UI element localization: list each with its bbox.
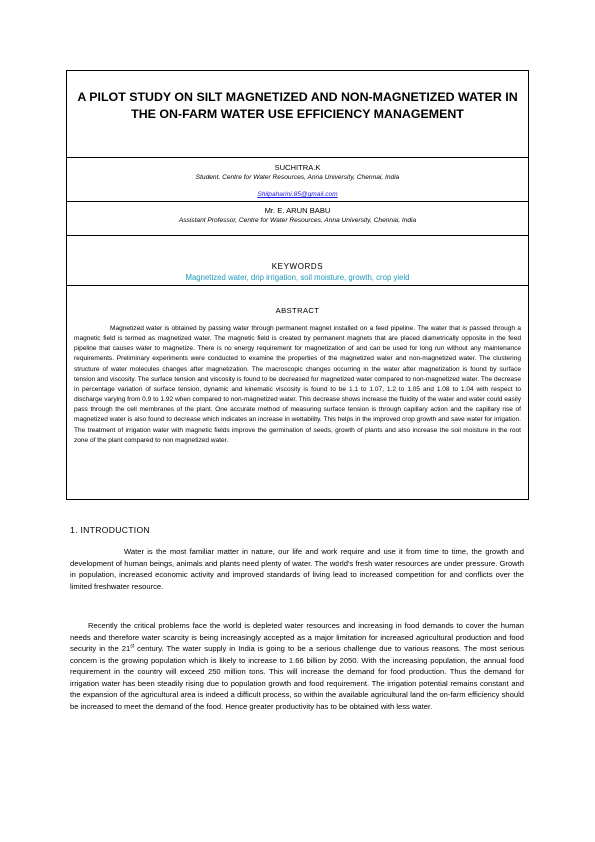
divider xyxy=(67,285,528,286)
author-affiliation: Assistant Professor, Centre for Water Resources, Anna University, Chennai, India xyxy=(178,217,417,224)
abstract-text: Magnetized water is obtained by passing water through permanent magnet installed on a feed pipeline. The water that is passed through a magnetic field is termed as magnetized water. The magnetic field is created by permanent magnets that are placed diametrically opposite in the feed pipeline that causes water to magnetize. There is no energy requirement for magnetization of and can be used for long run without any maintenance requirements. Preliminary experiments were conducted to examine the properties of the magnetized water and non-magnetized water. The clustering structure of water molecules changes after magnetization. The macroscopic changes occurring in the water after magnetization is found by surface tension and viscosity. The surface tension and viscosity is found to be decreased for magnetized water compared to non-magnetized water. The decrease in percentage variation of surface tension, dynamic and kinematic viscosity is found to be 1.1 to 1.07, 1.2 to 1.05 and 1.08 to 1.04 with respect to discharge varying from 0.9 to 1.92 when compared to non-magnetized water. This decrease shows increase the fluidity of the water and water could easily pass through the cell membranes of the plant. One accurate method of measuring surface tension is through capillary action and the capillary rise of magnetized water is also found to decrease which indicates an increase in wettability. This helps in the improved crop growth and save water for irrigation. The treatment of irrigation water with magnetic fields improve the germination of seeds, growth of plants and also increase the soil moisture in the root zone of the plant compared to non magnetized water. xyxy=(74,325,521,444)
author-block-2 xyxy=(67,206,528,226)
author-name: SUCHITRA.K xyxy=(274,163,321,172)
introduction-heading: 1. INTRODUCTION xyxy=(70,525,150,535)
divider xyxy=(67,157,528,158)
keywords-block xyxy=(67,262,528,283)
author-affiliation: Student, Centre for Water Resources, Anna University, Chennai, India xyxy=(195,174,400,181)
keywords-heading: KEYWORDS xyxy=(271,262,324,271)
intro-paragraph-1: Water is the most familiar matter in nature, our life and work require and use it from time to time, the growth and development of human beings, animals and plants need plenty of water. The world's fresh water resources are under pressure. Growth in population, increased economic activity and improved standards of living lead to increased competition for and conflicts over the limited freshwater resource. xyxy=(70,547,524,591)
paper-header-box xyxy=(66,70,529,500)
author-name: Mr. E. ARUN BABU xyxy=(264,206,331,215)
keywords-text: Magnetized water, drip irrigation, soil moisture, growth, crop yield xyxy=(185,273,410,282)
abstract-heading: ABSTRACT xyxy=(275,306,320,315)
divider xyxy=(67,201,528,202)
intro-paragraph-2: Recently the critical problems face the world is depleted water resources and increasing in food demands to cover the human needs and therefore water scarcity is being increasingly accepted as a major limitation for increased agricultural production and food security in the 21st century. The water supply in India is going to be a serious challenge due to various reasons. The most serious concern is the growing population which is likely to increase to 1.66 billion by 2050. With the increasing population, the annual food requirement in the country will exceed 250 million tons. This will increase the demand for food production. Thus the demand for irrigation water has been steadily rising due to population growth and food requirement. The irrigation potential remains constant and the expansion of the agricultural area is indeed a difficult process, so within the available agricultural land the on-farm efficiency should be increased to meet the demand of the food. Hence greater productivity has to be obtained with less water. xyxy=(70,621,524,711)
paper-title: A PILOT STUDY ON SILT MAGNETIZED AND NON-MAGNETIZED WATER IN THE ON-FARM WATER USE EFFICIENCY MANAGEMENT xyxy=(77,90,518,121)
author-email-link[interactable]: Shilpaharini.85@gmail.com xyxy=(257,191,338,198)
divider xyxy=(67,235,528,236)
superscript: st xyxy=(130,643,135,650)
author-block-1 xyxy=(67,163,528,201)
